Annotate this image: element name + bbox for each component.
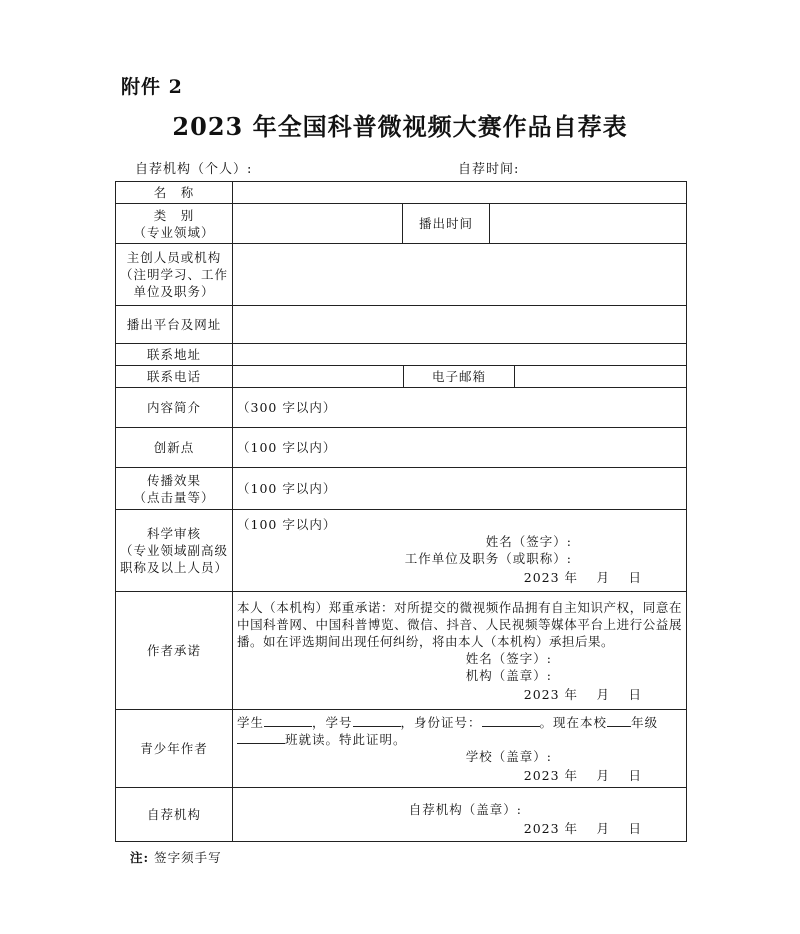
name-field[interactable] [233,182,687,204]
youth-date: 2023 年 月 日 [523,767,642,783]
email-field[interactable] [515,366,687,387]
review-label-line2: （专业领域副高级 [120,543,229,558]
attachment-label: 附件 2 [121,76,183,98]
creators-label-line2: （注明学习、工作 [120,267,229,282]
row-phone [116,366,687,388]
pledge-label: 作者承诺 [116,592,233,710]
student-name-blank[interactable] [264,714,312,727]
review-field[interactable] [233,510,687,592]
youth-grade-label: 年级 [631,714,659,730]
youth-school-seal: 学校（盖章）: [465,748,552,764]
phone-field[interactable] [233,366,404,387]
row-pledge [116,592,687,710]
youth-id-label: ，身份证号： [400,714,482,730]
creators-label [116,244,233,306]
effect-field[interactable] [233,468,687,510]
creators-label-line1: 主创人员或机构 [126,250,222,265]
row-innovation [116,428,687,468]
name-label: 名 称 [116,182,233,204]
youth-label: 青少年作者 [116,710,233,788]
platform-label: 播出平台及网址 [116,306,233,344]
category-field[interactable] [233,204,403,244]
pledge-field [233,592,687,710]
category-label-line2: （专业领域） [133,224,215,240]
youth-student-no-label: ，学号 [312,714,353,730]
self-recommend-org-label: 自荐机构（个人）: [135,162,253,177]
self-org-seal: 自荐机构（盖章）: [408,801,522,817]
review-date: 2023 年 月 日 [523,569,642,585]
airtime-label: 播出时间 [403,204,490,244]
row-effect [116,468,687,510]
application-form-table [115,181,687,842]
phone-label: 联系电话 [116,366,233,388]
address-label: 联系地址 [116,344,233,366]
pledge-name-sign: 姓名（签字）: [465,650,552,666]
address-field[interactable] [233,344,687,366]
youth-school-now: 。现在本校 [539,714,608,730]
innovation-field[interactable] [233,428,687,468]
student-no-blank[interactable] [353,714,401,727]
intro-field[interactable] [233,388,687,428]
row-youth [116,710,687,788]
row-address [116,344,687,366]
intro-label: 内容简介 [116,388,233,428]
row-intro [116,388,687,428]
effect-label-line2: （点击量等） [133,489,215,505]
review-name-sign: 姓名（签字）: [485,533,572,549]
review-unit-title: 工作单位及职务（或职称）: [404,550,572,566]
self-org-date: 2023 年 月 日 [523,820,642,836]
id-no-blank[interactable] [482,714,540,727]
review-label-line3: 职称及以上人员） [120,560,229,575]
class-blank[interactable] [237,731,285,744]
row-platform [116,306,687,344]
row-review [116,510,687,592]
creators-label-line3: 单位及职务） [133,284,215,299]
review-label [116,510,233,592]
youth-field [233,710,687,788]
self-org-field [233,788,687,842]
intro-hint: （300 字以内） [237,400,337,415]
effect-label [116,468,233,510]
row-name [116,182,687,204]
row-creators [116,244,687,306]
note-label: 注: [130,850,150,865]
row-category [116,204,687,244]
effect-hint: （100 字以内） [237,481,337,496]
grade-blank[interactable] [607,714,631,727]
row-self-org [116,788,687,842]
email-label: 电子邮箱 [404,366,515,387]
youth-student-label: 学生 [237,714,265,730]
pledge-text: 本人（本机构）郑重承诺：对所提交的微视频作品拥有自主知识产权，同意在中国科普网、中国科普博览、微信、抖音、人民视频等媒体平台上进行公益展播。如在评选期间出现任何纠纷，将由本人（本机构）承担后果。 [237,599,682,649]
pledge-date: 2023 年 月 日 [523,686,642,702]
self-recommend-time-label: 自荐时间: [458,162,520,177]
note-text: 签字须手写 [154,850,222,865]
innovation-hint: （100 字以内） [237,440,337,455]
form-title: 2023 年全国科普微视频大赛作品自荐表 [172,112,628,141]
self-org-label: 自荐机构 [116,788,233,842]
phone-email-subtable [233,366,686,387]
review-hint: （100 字以内） [237,516,337,532]
review-label-line1: 科学审核 [146,526,201,541]
platform-field[interactable] [233,306,687,344]
category-label-line1: 类 别 [153,207,195,223]
category-label [116,204,233,244]
creators-field[interactable] [233,244,687,306]
airtime-field[interactable] [490,204,687,244]
effect-label-line1: 传播效果 [146,472,201,488]
youth-certificate-line2 [237,731,682,748]
innovation-label: 创新点 [116,428,233,468]
youth-class-study: 班就读。特此证明。 [285,731,407,747]
footer-note [130,848,222,866]
pledge-org-seal: 机构（盖章）: [465,667,552,683]
youth-certificate-line1 [237,714,682,731]
